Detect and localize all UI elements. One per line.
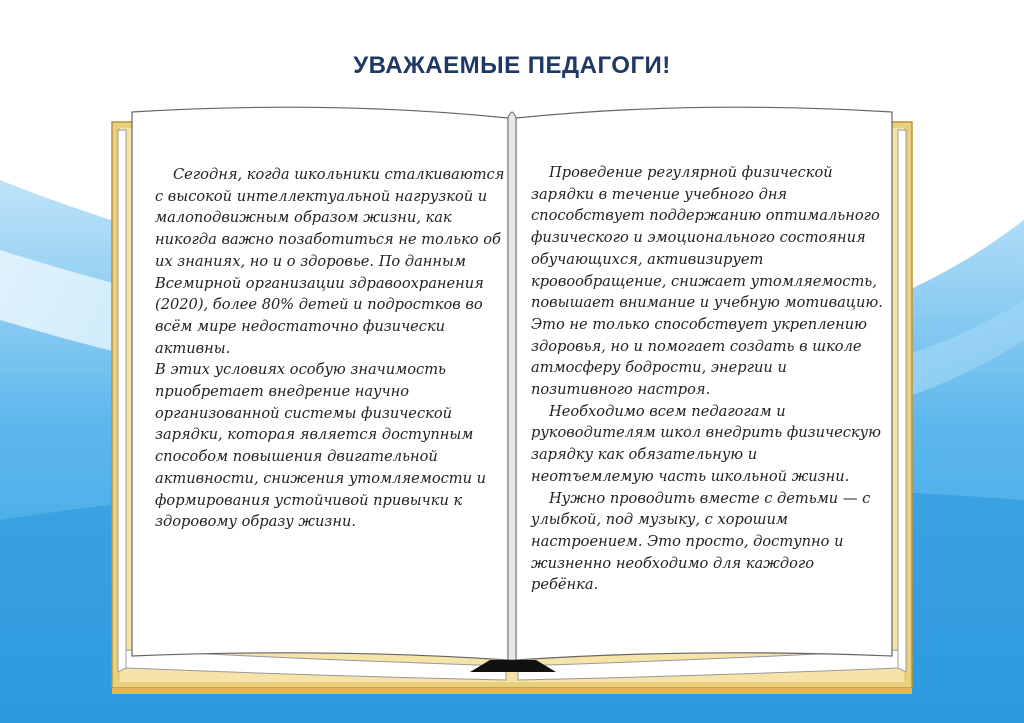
right-page-text xyxy=(531,162,883,596)
left-paragraph-1: Сегодня, когда школьники сталкиваются с высокой интеллектуальной нагрузкой и малоподвижным образом жизни, как никогда важно позаботиться не только об их знаниях, но и о здоровье. По данным Всемирной организации здравоохранения (2020), более 80% детей и подростков во всём мире недостаточно физически активны. xyxy=(155,166,505,357)
page-title: УВАЖАЕМЫЕ ПЕДАГОГИ! xyxy=(353,52,671,79)
left-page-text xyxy=(155,164,505,533)
right-paragraph-2: Необходимо всем педагогам и руководителям школ внедрить физическую зарядку как обязательную и неотъемлемую часть школьной жизни. xyxy=(531,402,881,485)
right-paragraph-3: Нужно проводить вместе с детьми — с улыбкой, под музыку, с хорошим настроением. Это просто, доступно и жизненно необходимо для каждого ребёнка. xyxy=(531,489,871,594)
right-paragraph-1: Проведение регулярной физической зарядки в течение учебного дня способствует поддержанию оптимального физического и эмоционального состояния обучающихся, активизирует кровообращение, снижает утомляемость, повышает внимание и учебную мотивацию. Это не только способствует укреплению здоровья, но и помогает создать в школе атмосферу бодрости, энергии и позитивного настроя. xyxy=(531,164,883,399)
left-paragraph-2: В этих условиях особую значимость приобретает внедрение научно организованной системы физической зарядки, которая является доступным способом повышения двигательной активности, снижения утомляемости и формирования устойчивой привычки к здоровому образу жизни. xyxy=(155,361,487,531)
